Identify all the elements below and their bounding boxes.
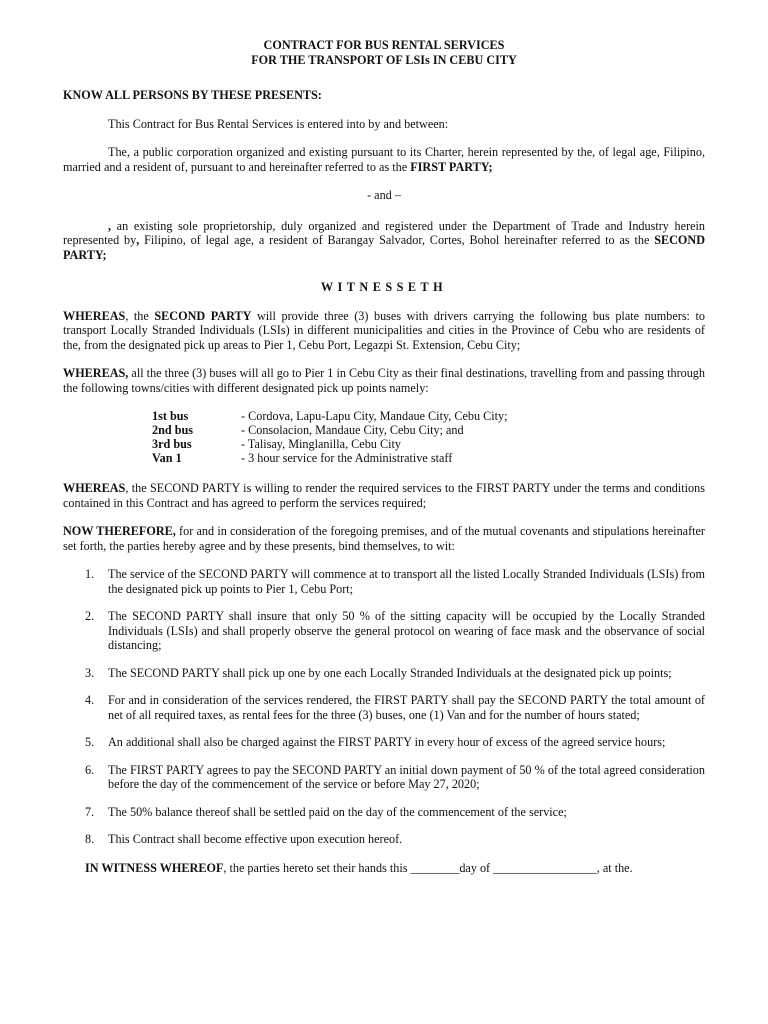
list-item xyxy=(63,805,705,820)
clause-number: 6. xyxy=(85,762,95,777)
first-party-text: The, a public corporation organized and existing pursuant to its Charter, herein represented by the, of legal age, Filipino, married and a resident of, pursuant to and hereinafter referred to as the xyxy=(63,145,705,174)
know-all-heading: KNOW ALL PERSONS BY THESE PRESENTS: xyxy=(63,88,322,102)
clause-text: This Contract shall become effective upon execution hereof. xyxy=(108,832,403,846)
clause-text: The SECOND PARTY shall pick up one by one each Locally Stranded Individuals at the designated pick up points; xyxy=(108,665,672,680)
clause-number: 4. xyxy=(85,693,95,707)
second-party-label: SECOND PARTY; xyxy=(63,233,705,262)
in-witness-text: , the parties hereto set their hands this ________day of _________________, at the. xyxy=(223,860,633,875)
clause-number: 5. xyxy=(85,735,95,749)
clause-number: 3. xyxy=(85,665,95,680)
clause-text: The 50% balance thereof shall be settled paid on the day of the commencement of the service; xyxy=(108,804,567,819)
now-therefore-paragraph xyxy=(63,524,705,553)
whereas-1-pre: , the xyxy=(125,308,155,323)
whereas-paragraph-1 xyxy=(63,309,705,353)
list-item xyxy=(152,409,705,423)
whereas-paragraph-2 xyxy=(63,366,705,395)
list-item xyxy=(152,423,705,437)
title-line-1: CONTRACT FOR BUS RENTAL SERVICES xyxy=(263,38,505,52)
list-item xyxy=(63,735,705,750)
bus-route: - 3 hour service for the Administrative staff xyxy=(241,451,453,465)
whereas-1-text: will provide three (3) buses with drivers carrying the following bus plate numbers: to transport Locally Stranded Individuals (LSIs) in different municipalities and cities in the Province of Cebu who are residents of the, from the designated pick up areas to Pier 1, Cebu Port, Legazpi St. Extension, Cebu City; xyxy=(63,308,705,352)
clause-number: 8. xyxy=(85,832,95,846)
clause-number: 7. xyxy=(85,804,95,819)
second-party-comma: , xyxy=(136,233,140,247)
first-party-label: FIRST PARTY; xyxy=(410,159,493,174)
witnesseth-heading: WITNESSETH xyxy=(320,280,448,294)
whereas-1-party: SECOND PARTY xyxy=(154,308,252,323)
whereas-2-text: all the three (3) buses will all go to Pier 1 in Cebu City as their final destinations, travelling from and passing through the following towns/cities with different designated pick up points namely: xyxy=(63,366,705,395)
list-item xyxy=(63,693,705,722)
whereas-paragraph-3 xyxy=(63,481,705,510)
clause-text: The FIRST PARTY agrees to pay the SECOND PARTY an initial down payment of 50 % of the total agreed consideration before the day of the commencement of the service or before May 27, 2020; xyxy=(108,762,705,791)
now-therefore-keyword: NOW THEREFORE, xyxy=(63,524,176,538)
bus-name: 2nd bus xyxy=(152,423,193,437)
whereas-3-keyword: WHEREAS xyxy=(63,481,126,495)
list-item xyxy=(63,666,705,681)
whereas-1-keyword: WHEREAS xyxy=(63,308,126,323)
second-party-text: an existing sole proprietorship, duly organized and registered under the Department of Trade and Industry herein represented by xyxy=(63,218,705,247)
list-item xyxy=(152,451,705,465)
list-item xyxy=(63,832,705,847)
second-party-lead: , xyxy=(108,218,112,233)
list-item xyxy=(63,609,705,653)
list-item xyxy=(63,567,705,596)
second-party-text-2: Filipino, of legal age, a resident of Barangay Salvador, Cortes, Bohol hereinafter referred to as the xyxy=(139,233,655,247)
bus-route: - Cordova, Lapu-Lapu City, Mandaue City, Cebu City; xyxy=(241,409,508,423)
first-party-paragraph xyxy=(63,145,705,174)
clause-number: 2. xyxy=(85,609,95,623)
whereas-2-keyword: WHEREAS, xyxy=(63,366,129,380)
and-separator: - and – xyxy=(367,188,401,202)
bus-route: - Talisay, Minglanilla, Cebu City xyxy=(241,437,401,451)
second-party-paragraph xyxy=(63,219,705,263)
list-item xyxy=(152,437,705,451)
clause-list xyxy=(63,567,705,847)
clause-text: The SECOND PARTY shall insure that only 50 % of the sitting capacity will be occupied by the Locally Stranded Individuals (LSIs) and shall properly observe the general protocol on wearing of face mask and the observance of social distancing; xyxy=(108,609,705,652)
bus-route: - Consolacion, Mandaue City, Cebu City; and xyxy=(241,423,464,437)
bus-name: 1st bus xyxy=(152,409,189,423)
clause-text: The service of the SECOND PARTY will commence at to transport all the listed Locally Stranded Individuals (LSIs) from the designated pick up points to Pier 1, Cebu Port; xyxy=(108,567,705,596)
now-therefore-text: for and in consideration of the foregoing premises, and of the mutual covenants and stipulations hereinafter set forth, the parties hereby agree and by these presents, bind themselves, to wit: xyxy=(63,524,705,553)
bus-name: 3rd bus xyxy=(152,437,192,451)
intro-paragraph: This Contract for Bus Rental Services is entered into by and between: xyxy=(108,116,449,131)
bus-list xyxy=(152,409,705,465)
bus-name: Van 1 xyxy=(152,451,182,465)
title-line-2: FOR THE TRANSPORT OF LSIs IN CEBU CITY xyxy=(251,53,517,67)
document-title xyxy=(63,38,705,68)
clause-number: 1. xyxy=(85,567,95,581)
list-item xyxy=(63,763,705,792)
in-witness-keyword: IN WITNESS WHEREOF xyxy=(85,860,224,875)
clause-text: An additional shall also be charged against the FIRST PARTY in every hour of excess of the agreed service hours; xyxy=(108,735,666,749)
in-witness-paragraph xyxy=(63,861,705,876)
clause-text: For and in consideration of the services rendered, the FIRST PARTY shall pay the SECOND PARTY the total amount of net of all required taxes, as rental fees for the three (3) buses, one (1) Van and for the number of hours stated; xyxy=(108,693,705,722)
whereas-3-text: , the SECOND PARTY is willing to render the required services to the FIRST PARTY under the terms and conditions contained in this Contract and has agreed to perform the services required; xyxy=(63,481,705,510)
